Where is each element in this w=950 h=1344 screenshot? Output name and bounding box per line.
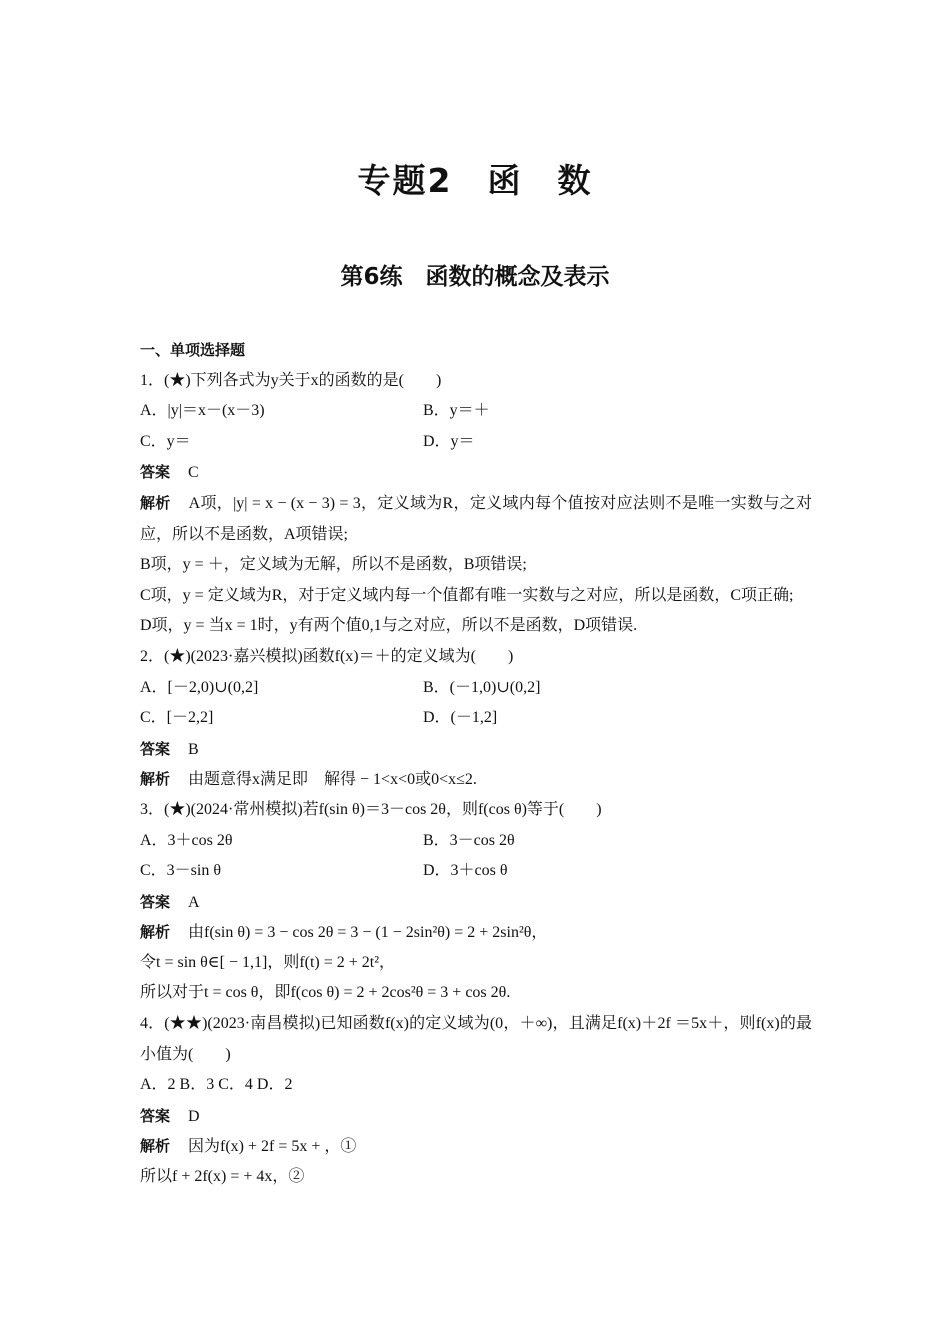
q1-answer <box>140 457 812 488</box>
q2-option-d: D．(－1,2] <box>423 709 498 727</box>
q2-options-row1 <box>140 673 812 704</box>
analysis-label: 解析 <box>140 493 171 512</box>
q2-analysis <box>140 764 812 795</box>
chapter-title: 专题2 函 数 <box>357 161 593 200</box>
q4-analysis-text-1: 因为f(x) + 2f = 5x + ，① <box>188 1138 357 1156</box>
q1-option-d: D．y＝ <box>423 432 475 450</box>
q1-option-c: C．y＝ <box>140 432 191 450</box>
q3-option-b: B．3－cos 2θ <box>423 831 515 849</box>
q4-analysis-1 <box>140 1131 812 1162</box>
q3-analysis-3: 所以对于t = cos θ，即f(cos θ) = 2 + 2cos²θ = 3 + cos 2θ. <box>140 984 511 1002</box>
q2-stem: 2．(★)(2023·嘉兴模拟)函数f(x)＝＋的定义域为( ) <box>140 647 514 665</box>
section-heading: 一、单项选择题 <box>140 341 246 359</box>
q2-answer <box>140 734 812 765</box>
q3-analysis-2: 令t = sin θ∈[ − 1,1]，则f(t) = 2 + 2t²， <box>140 953 396 971</box>
content <box>140 335 812 1193</box>
q4-stem: 4．(★★)(2023·南昌模拟)已知函数f(x)的定义域为(0，＋∞)，且满足f(x)＋2f ＝5x＋，则f(x)的最小值为( ) <box>140 1015 812 1063</box>
analysis-label: 解析 <box>140 1137 171 1156</box>
q1-analysis-text-1: A项，|y| = x − (x − 3) = 3，定义域为R，定义域内每个值按对应法则不是唯一实数与之对应，所以不是函数，A项错误; <box>140 494 812 543</box>
q4-answer <box>140 1101 812 1132</box>
q2-answer-value: B <box>188 740 199 758</box>
q1-option-b: B．y＝＋ <box>423 402 490 420</box>
q3-answer-value: A <box>188 893 200 911</box>
q3-analysis-1 <box>140 917 812 948</box>
q2-option-b: B．(－1,0)∪(0,2] <box>423 678 541 696</box>
q3-options-row2 <box>140 856 812 887</box>
q4-options: A．2 B．3 C．4 D．2 <box>140 1076 293 1094</box>
q2-option-a: A．[－2,0)∪(0,2] <box>140 678 259 696</box>
q1-stem: 1．(★)下列各式为y关于x的函数的是( ) <box>140 371 442 389</box>
q1-analysis-4: D项，y = 当x = 1时，y有两个值0,1与之对应，所以不是函数，D项错误. <box>140 617 638 635</box>
answer-label: 答案 <box>140 892 171 911</box>
q1-options-row2 <box>140 427 812 458</box>
q3-stem: 3．(★)(2024·常州模拟)若f(sin θ)＝3－cos 2θ，则f(cos θ)等于( ) <box>140 800 602 818</box>
q4-analysis-2: 所以f + 2f(x) = + 4x，② <box>140 1168 305 1186</box>
answer-label: 答案 <box>140 463 171 482</box>
q3-analysis-text-1: 由f(sin θ) = 3 − cos 2θ = 3 − (1 − 2sin²θ) = 2 + 2sin²θ， <box>188 924 548 942</box>
answer-label: 答案 <box>140 1106 171 1125</box>
analysis-label: 解析 <box>140 923 171 942</box>
q1-option-a: A．|y|＝x－(x－3) <box>140 402 265 420</box>
q3-answer <box>140 887 812 918</box>
q1-analysis-2: B项，y = ＋，定义域为无解，所以不是函数，B项错误; <box>140 556 527 574</box>
analysis-label: 解析 <box>140 770 171 789</box>
answer-label: 答案 <box>140 739 171 758</box>
q1-analysis-1 <box>140 488 812 550</box>
q3-option-d: D．3＋cos θ <box>423 862 508 880</box>
q4-answer-value: D <box>188 1107 200 1125</box>
q2-options-row2 <box>140 703 812 734</box>
q3-option-c: C．3－sin θ <box>140 862 222 880</box>
q1-answer-value: C <box>188 464 199 482</box>
q3-option-a: A．3＋cos 2θ <box>140 831 233 849</box>
lesson-title: 第6练 函数的概念及表示 <box>340 264 610 290</box>
q3-options-row1 <box>140 826 812 857</box>
q1-options-row1 <box>140 396 812 427</box>
q2-analysis-text: 由题意得x满足即 解得 − 1<x<0或0<x≤2. <box>188 771 477 789</box>
q2-option-c: C．[－2,2] <box>140 709 214 727</box>
q1-analysis-3: C项，y = 定义域为R，对于定义域内每一个值都有唯一实数与之对应，所以是函数，C项正确; <box>140 586 794 604</box>
